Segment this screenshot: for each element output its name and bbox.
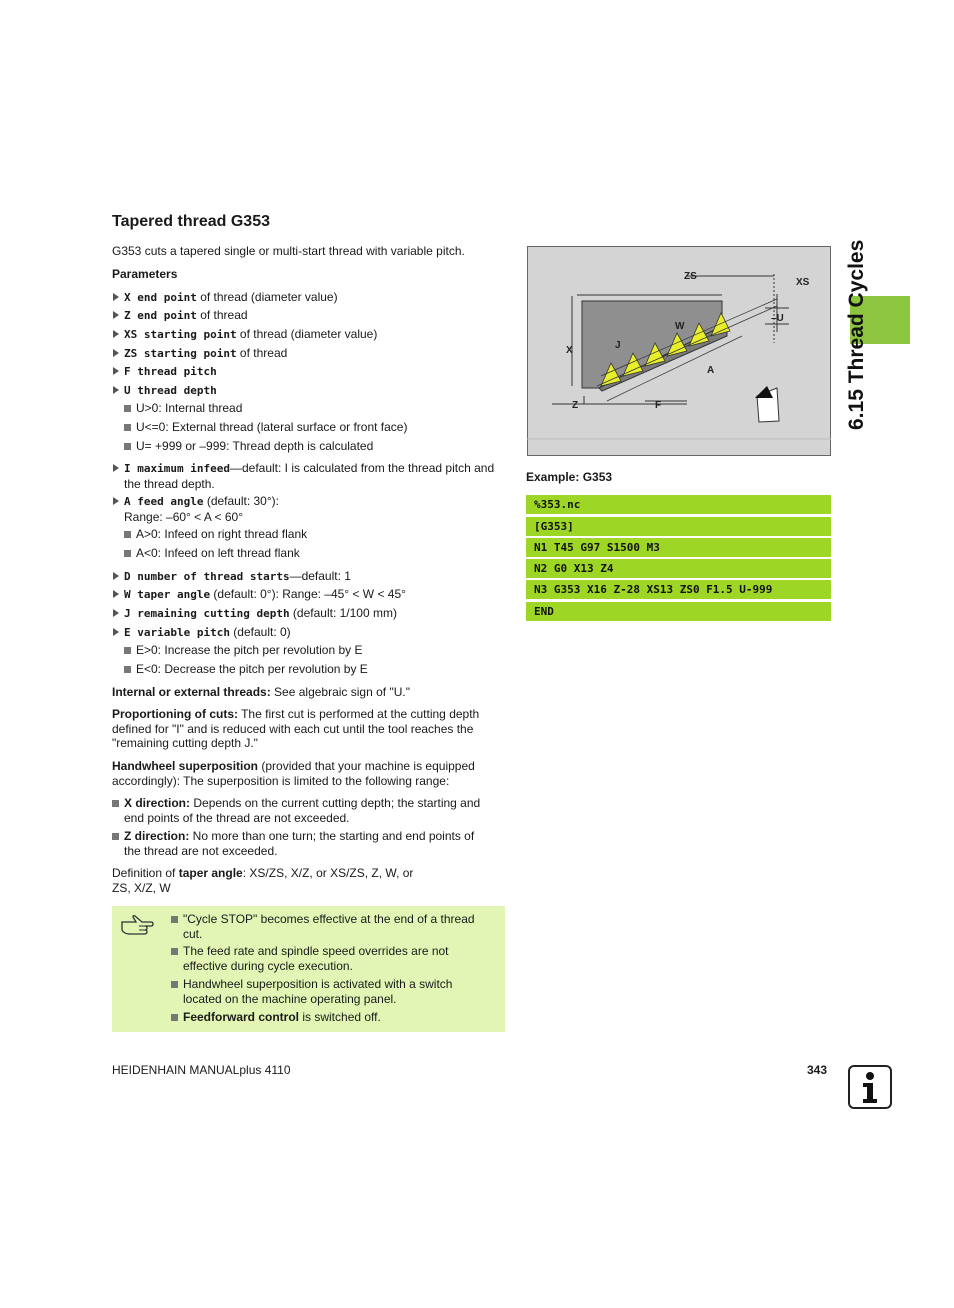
param-f: F thread pitch	[112, 364, 520, 380]
page-title: Tapered thread G353	[112, 213, 270, 230]
diagram-label-u: –U	[771, 313, 784, 324]
code-line: N2 G0 X13 Z4	[526, 559, 831, 578]
internal-external-paragraph: Internal or external threads: See algebraic sign of "U."	[112, 685, 410, 699]
diagram-label-xs: XS	[796, 277, 810, 288]
code-line: %353.nc	[526, 495, 831, 514]
param-e: E variable pitch (default: 0)	[112, 625, 520, 641]
param-xs: XS starting point of thread (diameter value)	[112, 327, 520, 343]
pointing-hand-icon	[120, 914, 154, 936]
z-direction-item: Z direction: No more than one turn; the starting and end points of the thread are not exceeded.	[112, 829, 520, 858]
note-item: Handwheel superposition is activated with a switch located on the machine operating panel.	[171, 977, 511, 1006]
e-item: E<0: Decrease the pitch per revolution by E	[124, 662, 520, 677]
param-w: W taper angle (default: 0°): Range: –45° < W < 45°	[112, 587, 520, 603]
handwheel-paragraph: Handwheel superposition (provided that your machine is equipped accordingly): The superposition is limited to the following range:	[112, 759, 475, 788]
code-line: N3 G353 X16 Z-28 XS13 ZS0 F1.5 U-999	[526, 580, 831, 599]
param-x: X end point of thread (diameter value)	[112, 290, 520, 306]
chapter-side-title: 6.15 Thread Cycles	[845, 239, 868, 430]
note-item: "Cycle STOP" becomes effective at the end of a thread cut.	[171, 912, 511, 941]
a-item: A<0: Infeed on left thread flank	[124, 546, 520, 561]
param-i: I maximum infeed—default: I is calculated from the thread pitch and the thread depth.	[112, 461, 520, 491]
a-item: A>0: Infeed on right thread flank	[124, 527, 520, 542]
diagram-label-z: Z	[572, 400, 579, 411]
note-item: Feedforward control is switched off.	[171, 1010, 511, 1025]
parameters-heading: Parameters	[112, 267, 178, 281]
code-line: N1 T45 G97 S1500 M3	[526, 538, 831, 557]
note-box	[112, 906, 505, 1032]
page-number: 343	[807, 1063, 828, 1077]
example-heading: Example: G353	[526, 470, 613, 484]
diagram-label-zs: ZS	[684, 271, 697, 282]
code-line: END	[526, 602, 831, 621]
diagram-label-a: A	[707, 365, 715, 376]
x-direction-item: X direction: Depends on the current cutting depth; the starting and end points of the thread are not exceeded.	[112, 796, 520, 825]
diagram-label-j: J	[615, 340, 621, 351]
e-item: E>0: Increase the pitch per revolution by E	[124, 643, 520, 658]
info-icon	[848, 1065, 892, 1109]
taper-definition-paragraph: Definition of taper angle: XS/ZS, X/Z, or XS/ZS, Z, W, or ZS, X/Z, W	[112, 866, 414, 895]
param-zs: ZS starting point of thread	[112, 346, 520, 362]
footer-manual-name: HEIDENHAIN MANUALplus 4110	[112, 1063, 291, 1077]
param-j: J remaining cutting depth (default: 1/100 mm)	[112, 606, 520, 622]
param-a: A feed angle (default: 30°): Range: –60° < A < 60°	[112, 494, 520, 524]
u-item: U= +999 or –999: Thread depth is calculated	[124, 439, 520, 454]
diagram-label-w: W	[675, 321, 685, 332]
intro-text: G353 cuts a tapered single or multi-start thread with variable pitch.	[112, 244, 465, 258]
param-z: Z end point of thread	[112, 308, 520, 324]
thread-diagram	[527, 246, 831, 456]
u-item: U>0: Internal thread	[124, 401, 520, 416]
proportioning-paragraph: Proportioning of cuts: The first cut is performed at the cutting depth defined for "I" and is reduced with each cut until the tool reaches the "remaining cutting depth J."	[112, 707, 480, 750]
note-item: The feed rate and spindle speed overrides are not effective during cycle execution.	[171, 944, 511, 973]
diagram-label-f: F	[655, 400, 662, 411]
u-item: U<=0: External thread (lateral surface or front face)	[124, 420, 520, 435]
diagram-label-x: X	[566, 345, 573, 356]
param-d: D number of thread starts—default: 1	[112, 569, 520, 585]
param-u: U thread depth	[112, 383, 520, 399]
code-line: [G353]	[526, 517, 831, 536]
